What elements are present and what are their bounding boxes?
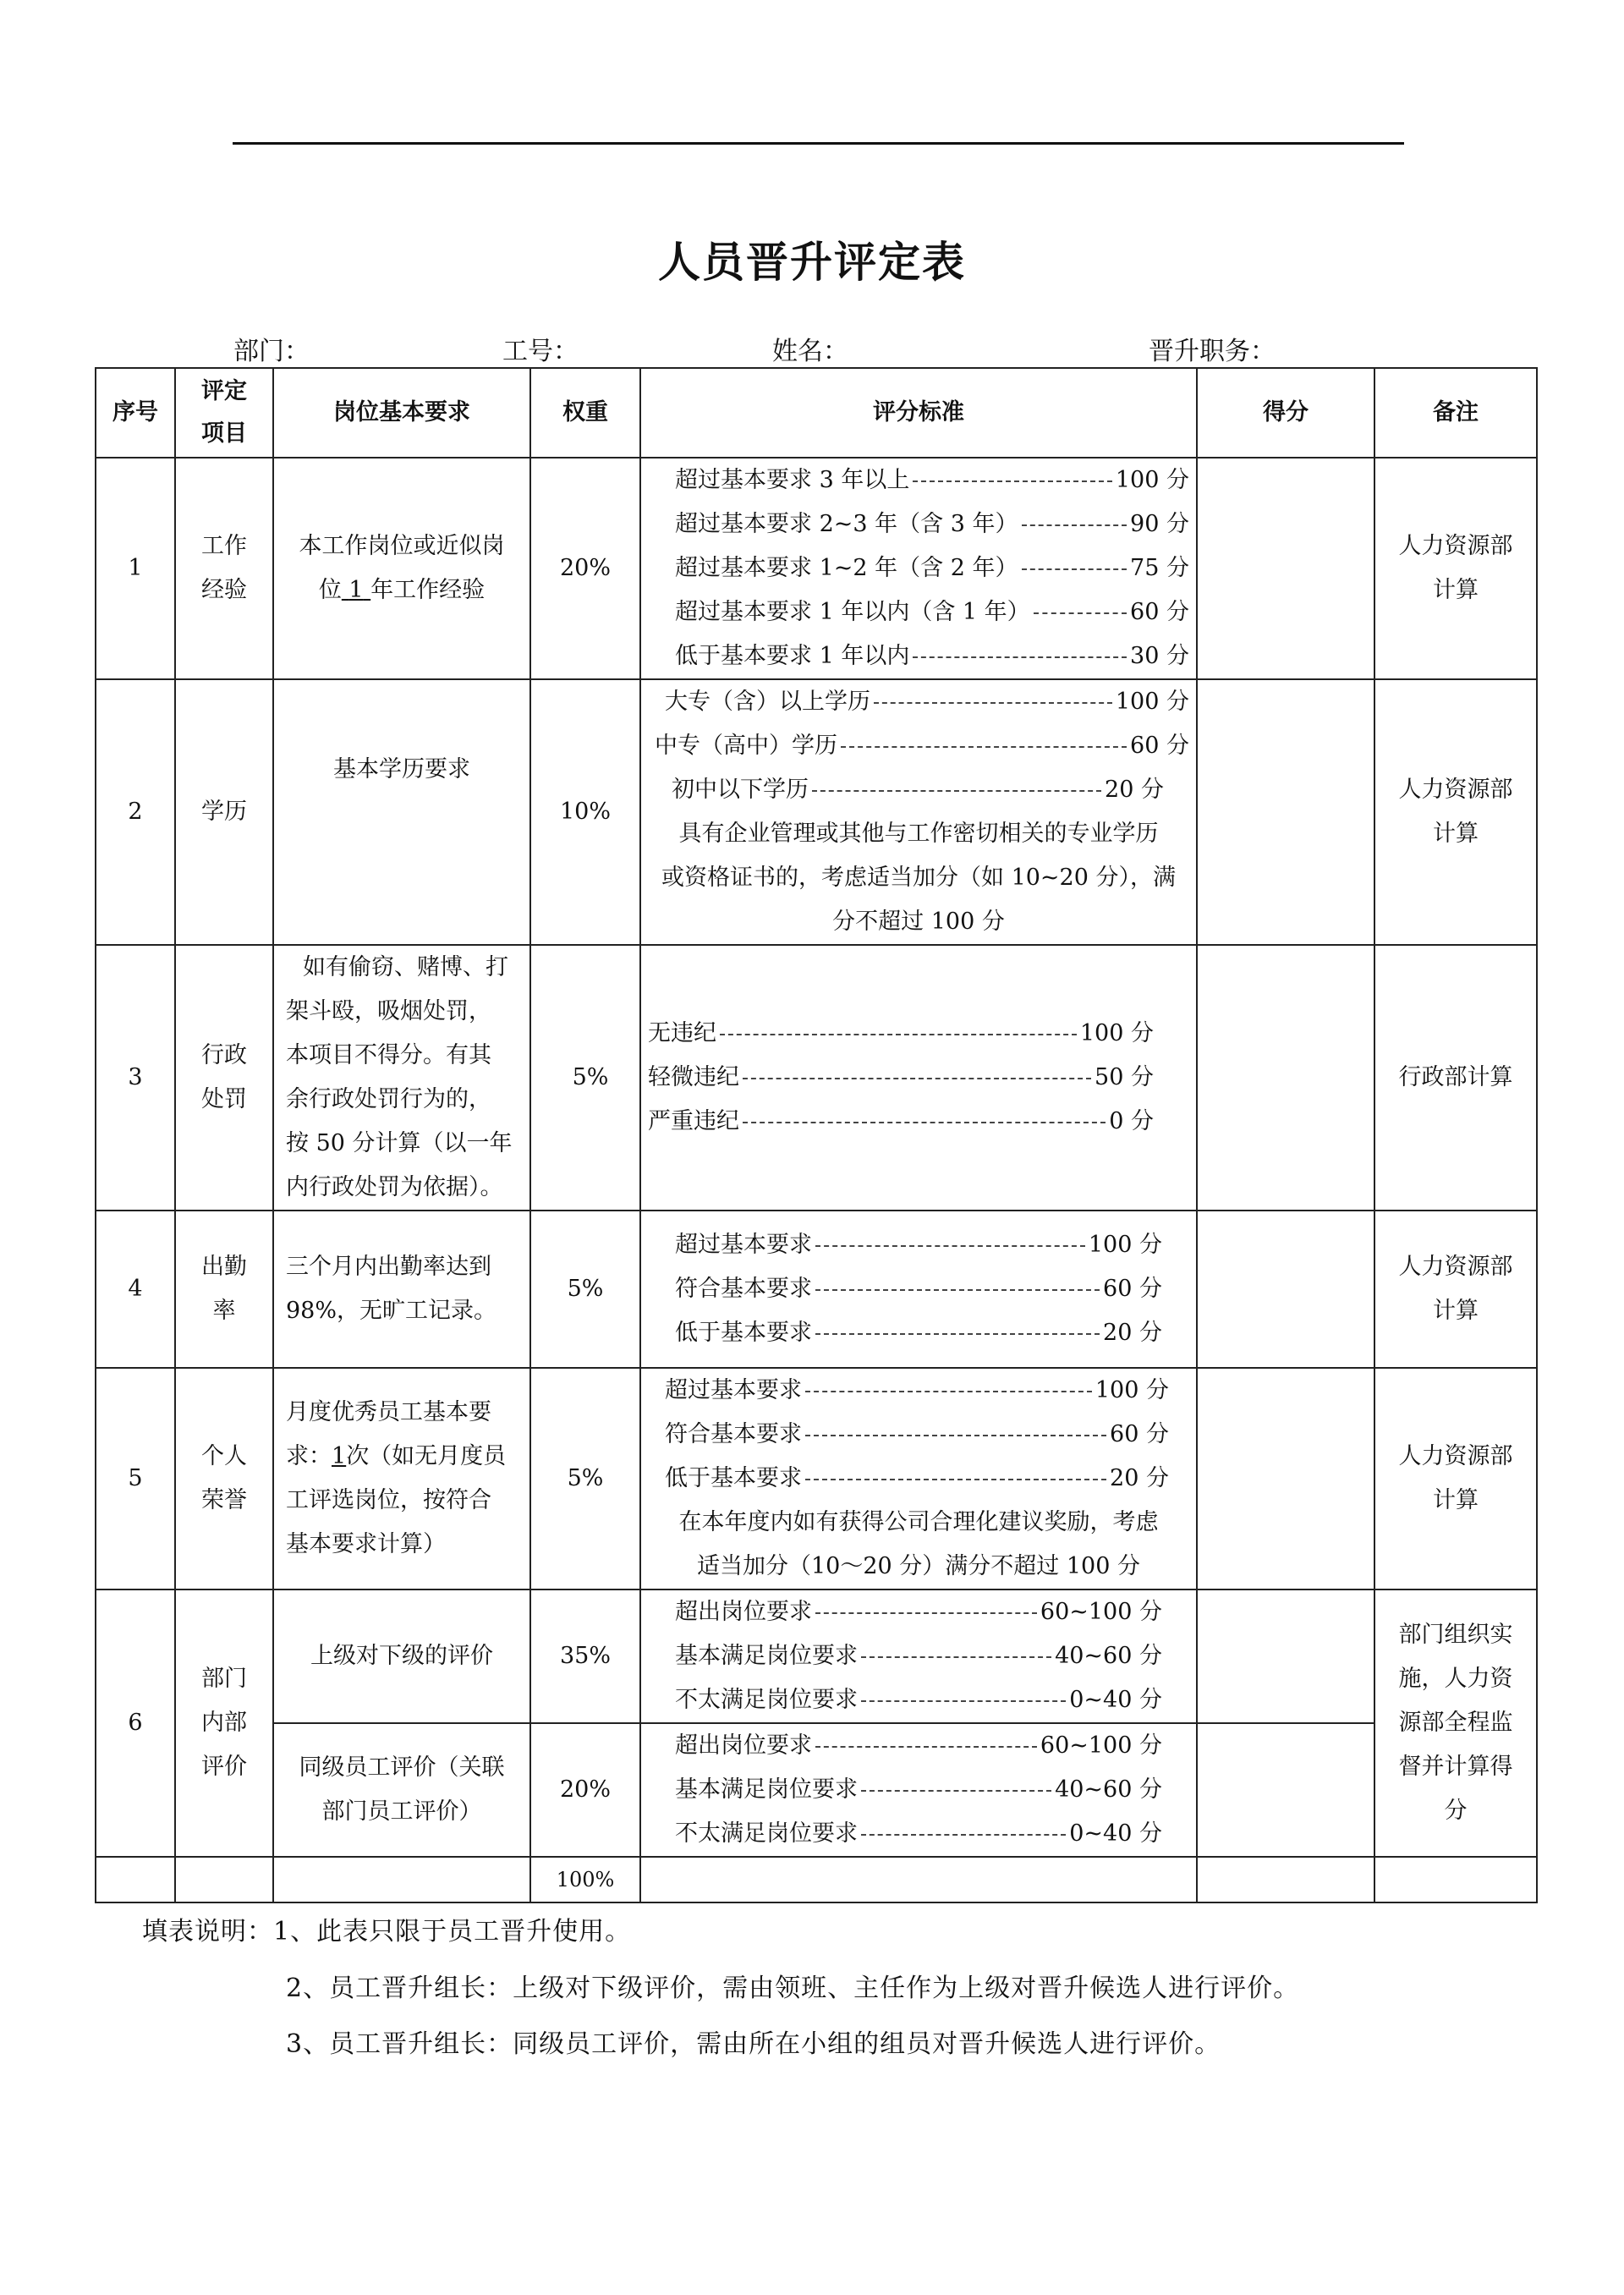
req-line: 工评选岗位，按符合 [286,1487,491,1513]
row-std [640,945,1197,1211]
remark-line: 人力资源部 [1398,777,1513,803]
remark-line: 计算 [1433,577,1479,603]
row-weight: 35% [530,1589,640,1723]
remark-line: 计算 [1433,821,1479,847]
row-std [640,1723,1197,1857]
dotted-leader [1022,524,1127,526]
item-line: 部门 [201,1666,247,1692]
std-line [648,1012,1154,1056]
dotted-leader [743,1122,1106,1123]
dotted-leader [1022,568,1127,570]
row-no: 3 [96,945,175,1211]
row-no: 6 [96,1589,175,1857]
std-score: 60 分 [1110,1421,1169,1447]
row-remark [1374,945,1537,1211]
row-item [175,1368,273,1589]
table-row [96,458,1537,679]
std-text: 低于基本要求 1 年以内 [675,643,910,669]
item-line: 经验 [201,577,247,603]
req-line: 上级对下级的评价 [310,1643,493,1669]
std-note-line: 分不超过 100 分 [832,909,1005,935]
remark-line: 源部全程监 [1398,1710,1513,1736]
row-score-input[interactable] [1197,1589,1374,1723]
col-item [175,368,273,458]
total-score-input[interactable] [1197,1857,1374,1902]
req-line: 内行政处罚为依据）。 [286,1174,503,1200]
remark-line: 行政部计算 [1398,1064,1513,1090]
row-score-input[interactable] [1197,1368,1374,1589]
total-empty [96,1857,175,1902]
std-line [675,1634,1162,1678]
std-note-line: 具有企业管理或其他与工作密切相关的专业学历 [678,821,1159,847]
row-score-input[interactable] [1197,458,1374,679]
std-score: 100 分 [1079,1020,1154,1046]
std-score: 60~100 分 [1040,1732,1162,1759]
std-line [675,1590,1162,1634]
req-line: 基本要求计算） [286,1531,446,1557]
table-row [96,1211,1537,1368]
dotted-leader [805,1435,1106,1436]
std-text: 低于基本要求 [665,1465,802,1491]
item-line: 内部 [201,1710,247,1736]
position-label: 晋升职务： [1149,337,1276,366]
row-req [273,679,530,945]
row-req [273,1368,530,1589]
remark-line: 施，人力资 [1398,1666,1513,1692]
std-line [648,1457,1189,1501]
row-score-input[interactable] [1197,1211,1374,1368]
req-line: 基本学历要求 [333,756,470,782]
std-text: 超过基本要求 1~2 年（含 2 年） [675,555,1018,581]
remark-line: 部门组织实 [1398,1622,1513,1648]
col-req: 岗位基本要求 [273,368,530,458]
item-line: 评价 [201,1754,247,1780]
req-line: 月度优秀员工基本要 [286,1399,491,1425]
std-text: 超过基本要求 2~3 年（含 3 年） [675,511,1018,537]
std-line [675,458,1189,502]
remark-line: 督并计算得 [1398,1754,1513,1780]
std-score: 100 分 [1095,1377,1169,1403]
row-std [640,1211,1197,1368]
req-line: 按 50 分计算（以一年 [286,1130,513,1156]
item-line: 率 [212,1298,236,1324]
std-text: 超过基本要求 [665,1377,802,1403]
dotted-leader [720,1034,1077,1035]
std-text: 不太满足岗位要求 [675,1687,858,1713]
row-no: 1 [96,458,175,679]
total-weight: 100% [530,1857,640,1902]
row-weight: 5% [530,1211,640,1368]
remark-line: 人力资源部 [1398,1443,1513,1469]
std-score: 100 分 [1115,467,1189,493]
row-item [175,679,273,945]
total-empty [640,1857,1197,1902]
table-row [96,1368,1537,1589]
req-years-value: 1 [348,577,364,603]
note-line-1: 填表说明：1、此表只限于员工晋升使用。 [142,1917,632,1946]
row-req [273,1723,530,1857]
col-item-line: 项目 [201,420,247,447]
std-line [675,546,1189,590]
std-text: 中专（高中）学历 [655,733,837,759]
std-note-line: 或资格证书的，考虑适当加分（如 10~20 分），满 [661,865,1176,891]
item-line: 荣誉 [201,1487,247,1513]
std-score: 0~40 分 [1069,1687,1162,1713]
std-line [648,680,1189,724]
dotted-leader [861,1700,1066,1702]
std-text: 超过基本要求 [675,1232,812,1258]
std-line [648,724,1189,768]
col-std: 评分标准 [640,368,1197,458]
dotted-leader [861,1834,1066,1836]
empno-label: 工号： [502,337,579,366]
item-line: 学历 [201,799,247,825]
std-score: 0~40 分 [1069,1820,1162,1847]
std-text: 无违纪 [648,1020,716,1046]
remark-line: 人力资源部 [1398,533,1513,559]
dotted-leader [812,790,1101,792]
req-line [281,568,523,612]
row-score-input[interactable] [1197,1723,1374,1857]
dotted-leader [861,1656,1051,1658]
row-req [273,1211,530,1368]
total-row [96,1857,1537,1902]
std-line [675,502,1189,546]
remark-line: 计算 [1433,1487,1479,1513]
req-text: 位 [318,577,342,603]
std-line [648,1413,1189,1457]
req-line: 同级员工评价（关联 [299,1754,505,1781]
req-text: 年工作经验 [370,577,486,603]
row-score-input[interactable] [1197,679,1374,945]
row-remark [1374,1368,1537,1589]
std-text: 基本满足岗位要求 [675,1776,858,1803]
std-score: 60 分 [1130,733,1189,759]
std-line [675,634,1189,678]
row-no: 2 [96,679,175,945]
col-item-line: 评定 [201,378,247,404]
std-text: 不太满足岗位要求 [675,1820,858,1847]
std-score: 90 分 [1130,511,1189,537]
row-item [175,1589,273,1857]
req-line [286,1435,523,1479]
col-score: 得分 [1197,368,1374,458]
req-line: 98%，无旷工记录。 [286,1298,497,1324]
row-std [640,1368,1197,1589]
row-std [640,458,1197,679]
std-text: 低于基本要求 [675,1320,812,1346]
row-weight: 10% [530,679,640,945]
row-std [640,1589,1197,1723]
std-line [648,1369,1189,1413]
dotted-leader [815,1746,1037,1748]
total-empty [1374,1857,1537,1902]
dotted-leader [1034,612,1127,614]
total-empty [273,1857,530,1902]
std-line [675,1223,1162,1267]
table-row [96,679,1537,945]
table-row [96,1589,1537,1723]
row-req [273,458,530,679]
row-remark [1374,1211,1537,1368]
row-score-input[interactable] [1197,945,1374,1211]
std-text: 基本满足岗位要求 [675,1643,858,1669]
evaluation-table [95,367,1538,1903]
std-text: 超过基本要求 1 年以内（含 1 年） [675,599,1030,625]
std-text: 轻微违纪 [648,1064,739,1090]
req-text: 求： [286,1443,332,1469]
req-line: 架斗殴，吸烟处罚， [286,998,491,1024]
std-line [675,1768,1162,1812]
dotted-leader [861,1790,1051,1792]
std-text: 初中以下学历 [672,777,809,803]
document-title: 人员晋升评定表 [658,238,966,287]
col-remark: 备注 [1374,368,1537,458]
item-line: 出勤 [201,1254,247,1280]
std-text: 大专（含）以上学历 [665,689,870,715]
table-row [96,1723,1537,1857]
std-text: 严重违纪 [648,1108,739,1134]
req-count: 1 [332,1443,347,1469]
std-score: 0 分 [1109,1108,1154,1134]
req-text: 次（如无月度员 [346,1443,507,1469]
std-line [675,1812,1162,1856]
req-years [342,577,370,603]
row-item [175,945,273,1211]
std-line [648,768,1189,812]
item-line: 工作 [201,533,247,559]
std-note-line: 适当加分（10～20 分）满分不超过 100 分 [697,1553,1140,1579]
req-line: 本项目不得分。有其 [286,1042,491,1068]
req-line: 本工作岗位或近似岗 [299,533,505,559]
std-text: 符合基本要求 [665,1421,802,1447]
total-empty [175,1857,273,1902]
note-line-3: 3、员工晋升组长：同级员工评价，需由所在小组的组员对晋升候选人进行评价。 [286,2029,1221,2059]
std-score: 30 分 [1130,643,1189,669]
row-remark [1374,458,1537,679]
dept-label: 部门： [233,337,310,366]
std-score: 50 分 [1095,1064,1154,1090]
std-text: 超出岗位要求 [675,1599,812,1625]
remark-line: 计算 [1433,1298,1479,1324]
table-row [96,945,1537,1211]
std-line [675,590,1189,634]
req-line: 部门员工评价） [321,1798,482,1825]
std-score: 75 分 [1130,555,1189,581]
std-line [675,1678,1162,1722]
item-line: 行政 [201,1042,247,1068]
row-no: 5 [96,1368,175,1589]
std-text: 超过基本要求 3 年以上 [675,467,910,493]
std-line [675,1311,1162,1355]
std-score: 100 分 [1115,689,1189,715]
dotted-leader [805,1391,1092,1392]
row-req [273,1589,530,1723]
std-score: 60~100 分 [1040,1599,1162,1625]
row-req [273,945,530,1211]
std-score: 60 分 [1103,1276,1162,1302]
std-score: 20 分 [1110,1465,1169,1491]
row-weight: 20% [530,458,640,679]
std-text: 符合基本要求 [675,1276,812,1302]
std-score: 20 分 [1105,777,1164,803]
std-score: 100 分 [1088,1232,1162,1258]
row-remark [1374,679,1537,945]
row-remark [1374,1589,1537,1857]
std-score: 40~60 分 [1055,1643,1162,1669]
req-line: 余行政处罚行为的， [286,1086,491,1112]
std-score: 40~60 分 [1055,1776,1162,1803]
item-line: 个人 [201,1443,247,1469]
row-std [640,679,1197,945]
std-line [675,1267,1162,1311]
dotted-leader [913,480,1112,482]
dotted-leader [815,1333,1100,1335]
dotted-leader [874,702,1112,704]
col-weight: 权重 [530,368,640,458]
dotted-leader [743,1078,1091,1079]
std-line [675,1724,1162,1768]
std-line [648,1056,1154,1100]
dotted-leader [805,1479,1106,1480]
name-label: 姓名： [772,337,848,366]
note-line-2: 2、员工晋升组长：上级对下级评价，需由领班、主任作为上级对晋升候选人进行评价。 [286,1974,1300,2003]
header-row [96,368,1537,458]
row-weight: 5% [530,1368,640,1589]
row-weight: 5% [530,945,640,1211]
row-item [175,458,273,679]
req-line: 三个月内出勤率达到 [286,1254,491,1280]
row-weight: 20% [530,1723,640,1857]
row-no: 4 [96,1211,175,1368]
std-score: 20 分 [1103,1320,1162,1346]
req-line: 如有偷窃、赌博、打 [303,954,508,980]
row-item [175,1211,273,1368]
header-rule [233,142,1404,145]
remark-line: 分 [1444,1798,1468,1824]
dotted-leader [913,656,1127,658]
col-no: 序号 [96,368,175,458]
item-line: 处罚 [201,1086,247,1112]
dotted-leader [815,1245,1085,1247]
std-note-line: 在本年度内如有获得公司合理化建议奖励，考虑 [678,1509,1159,1535]
std-line [648,1100,1154,1144]
dotted-leader [815,1289,1100,1291]
dotted-leader [815,1612,1037,1614]
dotted-leader [841,746,1127,748]
remark-line: 人力资源部 [1398,1254,1513,1280]
std-text: 超出岗位要求 [675,1732,812,1759]
std-score: 60 分 [1130,599,1189,625]
